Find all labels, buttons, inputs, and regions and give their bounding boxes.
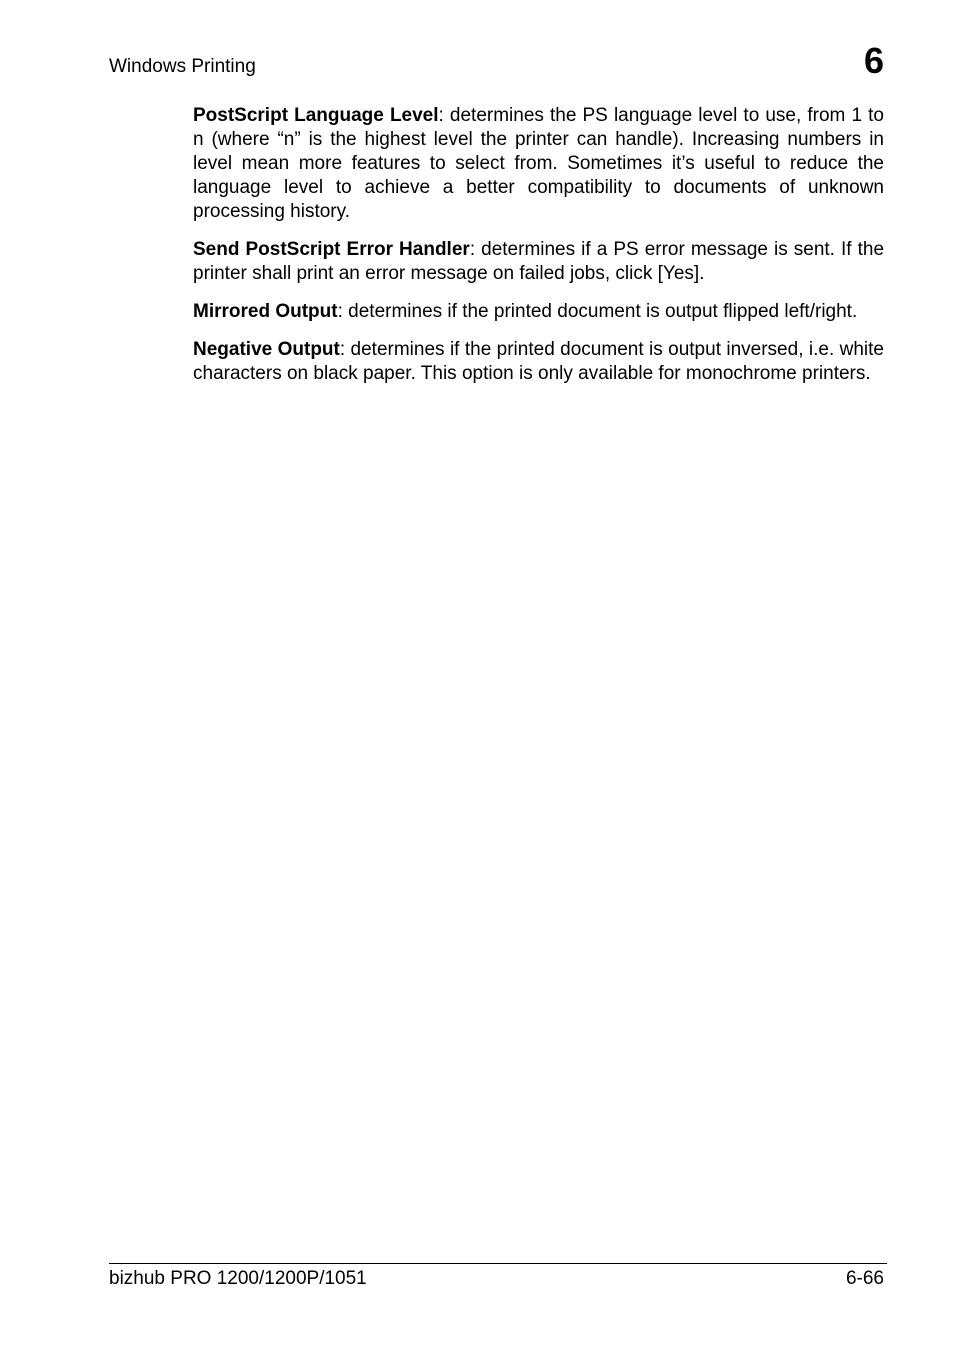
term-description: : determines the PS language level to use, from 1 to n (where “n” is the highest level the printer can handle). Increasing numbers in level mean more features to select from. Sometimes it’s useful to reduce the language level to achieve a better compatibility to documents of unknown processing history.: [193, 105, 884, 222]
main-content: [193, 104, 884, 400]
footer-divider: [109, 1263, 887, 1264]
term-label: Mirrored Output: [193, 301, 338, 322]
term-description: : determines if the printed document is output flipped left/right.: [337, 301, 858, 322]
term-description: : determines if the printed document is output inversed, i.e. white characters on black paper. This option is only available for monochrome printers.: [193, 339, 884, 384]
header-section-title: Windows Printing: [109, 56, 256, 77]
paragraph-send-postscript-error-handler: [193, 238, 884, 286]
paragraph-postscript-language-level: [193, 104, 884, 224]
footer-product-name: bizhub PRO 1200/1200P/1051: [109, 1268, 367, 1289]
term-label: PostScript Language Level: [193, 105, 439, 126]
chapter-number: 6: [863, 40, 884, 81]
term-description: : determines if a PS error message is sent. If the printer shall print an error message on failed jobs, click [Yes].: [193, 239, 885, 284]
term-label: Negative Output: [193, 339, 340, 360]
footer-page-number: 6-66: [845, 1268, 884, 1289]
paragraph-mirrored-output: [193, 300, 884, 324]
paragraph-negative-output: [193, 338, 884, 386]
term-label: Send PostScript Error Handler: [193, 239, 470, 260]
